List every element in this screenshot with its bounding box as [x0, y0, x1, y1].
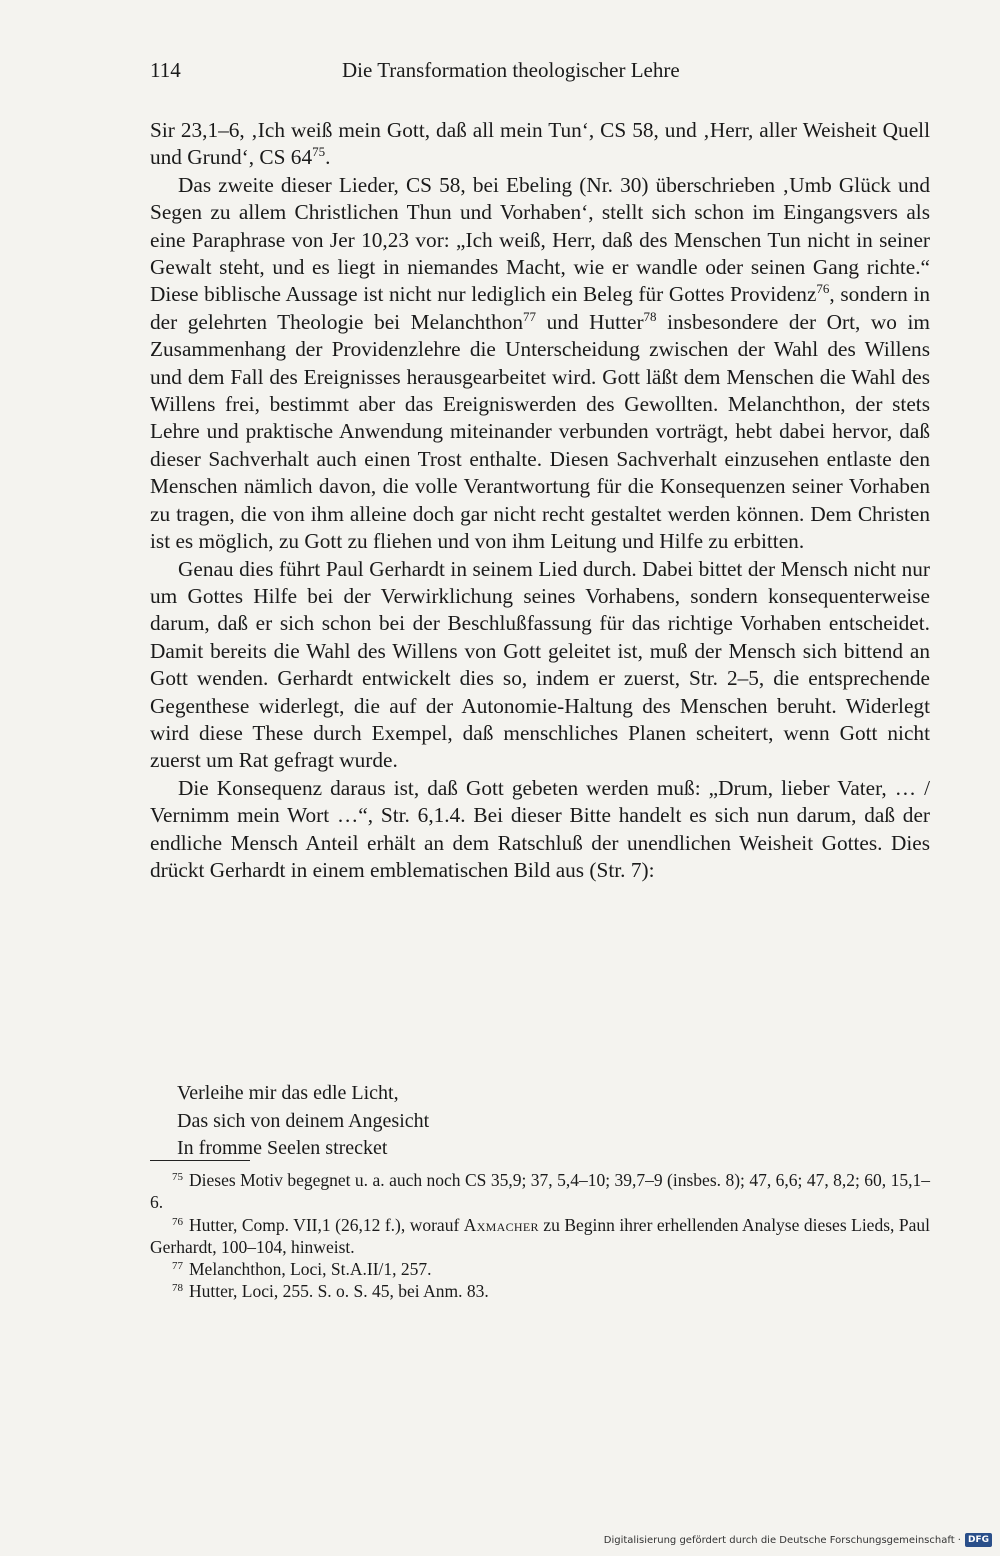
dfg-logo-icon: DFG	[965, 1533, 992, 1547]
verse-line: Das sich von deinem Angesicht	[177, 1109, 430, 1132]
footnote-ref-78[interactable]: 78	[643, 308, 657, 324]
footnote-ref-75[interactable]: 75	[312, 144, 326, 160]
page-number: 114	[150, 58, 181, 82]
paragraph-3: Genau dies führt Paul Gerhardt in seinem Lied durch. Dabei bittet der Mensch nicht nur um Gottes Hilfe bei der Verwirklichung seines Vorhabens, sondern konsequenterweise darum, daß er sich schon bei der Beschlußfassung für das richtige Vorhaben entscheidet. Damit bereits die Wahl des Willens von Gott geleitet ist, muß der Mensch sich bittend an Gott wenden. Gerhardt entwickelt dies so, indem er zuerst, Str. 2–5, die entsprechende Gegenthese widerlegt, die auf der Autonomie-Haltung des Menschen beruht. Widerlegt wird diese These durch Exempel, daß menschliches Planen scheitert, wenn Gott nicht zuerst um Rat gefragt wurde.	[150, 556, 930, 773]
digitization-banner	[604, 1531, 992, 1549]
body-text	[150, 117, 930, 884]
running-title: Die Transformation theologischer Lehre	[342, 58, 680, 82]
verse-quote	[177, 1080, 429, 1163]
page-header	[150, 58, 930, 88]
paragraph-1: Sir 23,1–6, ‚Ich weiß mein Gott, daß all mein Tun‘, CS 58, und ‚Herr, aller Weisheit Quell und Grund‘, CS $64^{75}$.	[150, 118, 930, 170]
footnote-76: $^{76}$ Hutter, Comp. VII,1 (26,12 f.), worauf Axmacher zu Beginn ihrer erhellenden Analyse dieses Lieds, Paul Gerhardt, 100–104, hinweist.	[150, 1214, 930, 1257]
paragraph-2: Das zweite dieser Lieder, CS 58, bei Ebeling (Nr. 30) überschrieben ‚Umb Glück und Segen zu allem Christlichen Thun und Vorhaben‘, stellt sich schon im Eingangsvers als eine Paraphrase von Jer 10,23 vor: „Ich weiß, Herr, daß des Menschen Tun nicht in seiner Gewalt steht, und es liegt in niemandes Macht, wie er wandle oder seinen Gang richte.“ Diese biblische Aussage ist nicht nur lediglich ein Beleg für Gottes Providenz$^{76}$, sondern in der gelehrten Theologie bei Melanchthon$^{77}$ und Hutter$^{78}$ insbesondere der Ort, wo im Zusammenhang der Providenzlehre die Unterscheidung zwischen der Wahl des Willens und dem Fall des Ereignisses herausgearbeitet wird. Gott läßt dem Menschen die Wahl des Willens frei, bestimmt aber das Ereigniswerden des Gewollten. Melanchthon, der stets Lehre und praktische Anwendung miteinander verbunden vorträgt, hebt dabei hervor, daß dieser Sachverhalt auch einen Trost enthalte. Diesen Sachverhalt einzusehen entlaste den Menschen nämlich davon, die volle Verantwortung für die Konsequenzen seiner Vorhaben zu tragen, die von ihm alleine doch gar nicht recht gestaltet werden können. Dem Christen ist es möglich, zu Gott zu fliehen und von ihm Leitung und Hilfe zu erbitten.	[150, 172, 930, 554]
paragraph-4: Die Konsequenz daraus ist, daß Gott gebeten werden muß: „Drum, lieber Vater, … / Vernimm mein Wort …“, Str. 6,1.4. Bei dieser Bitte handelt es sich nun darum, daß der endliche Mensch Anteil erhält an dem Ratschluß der unendlichen Weisheit Gottes. Dies drückt Gerhardt in einem emblematischen Bild aus (Str. 7):	[150, 775, 930, 882]
footnote-ref-76[interactable]: 76	[816, 281, 830, 297]
footnote-75: $^{75}$ Dieses Motiv begegnet u. a. auch noch CS 35,9; 37, 5,4–10; 39,7–9 (insbes. 8); 47, 6,6; 47, 8,2; 60, 15,1–6.	[150, 1170, 930, 1213]
footnotes	[150, 1169, 930, 1303]
verse-line: In fromme Seelen strecket	[177, 1137, 388, 1160]
author-name: Axmacher	[463, 1214, 539, 1235]
verse-line: Verleihe mir das edle Licht,	[177, 1082, 399, 1104]
footnote-77: $^{77}$ Melanchthon, Loci, St.A.II/1, 257.	[172, 1259, 432, 1280]
footnote-rule	[150, 1160, 250, 1161]
banner-text: Digitalisierung gefördert durch die Deutsche Forschungsgemeinschaft ·	[603, 1534, 961, 1546]
footnote-ref-77[interactable]: 77	[523, 308, 537, 324]
footnote-78: $^{78}$ Hutter, Loci, 255. S. o. S. 45, bei Anm. 83.	[172, 1281, 489, 1302]
